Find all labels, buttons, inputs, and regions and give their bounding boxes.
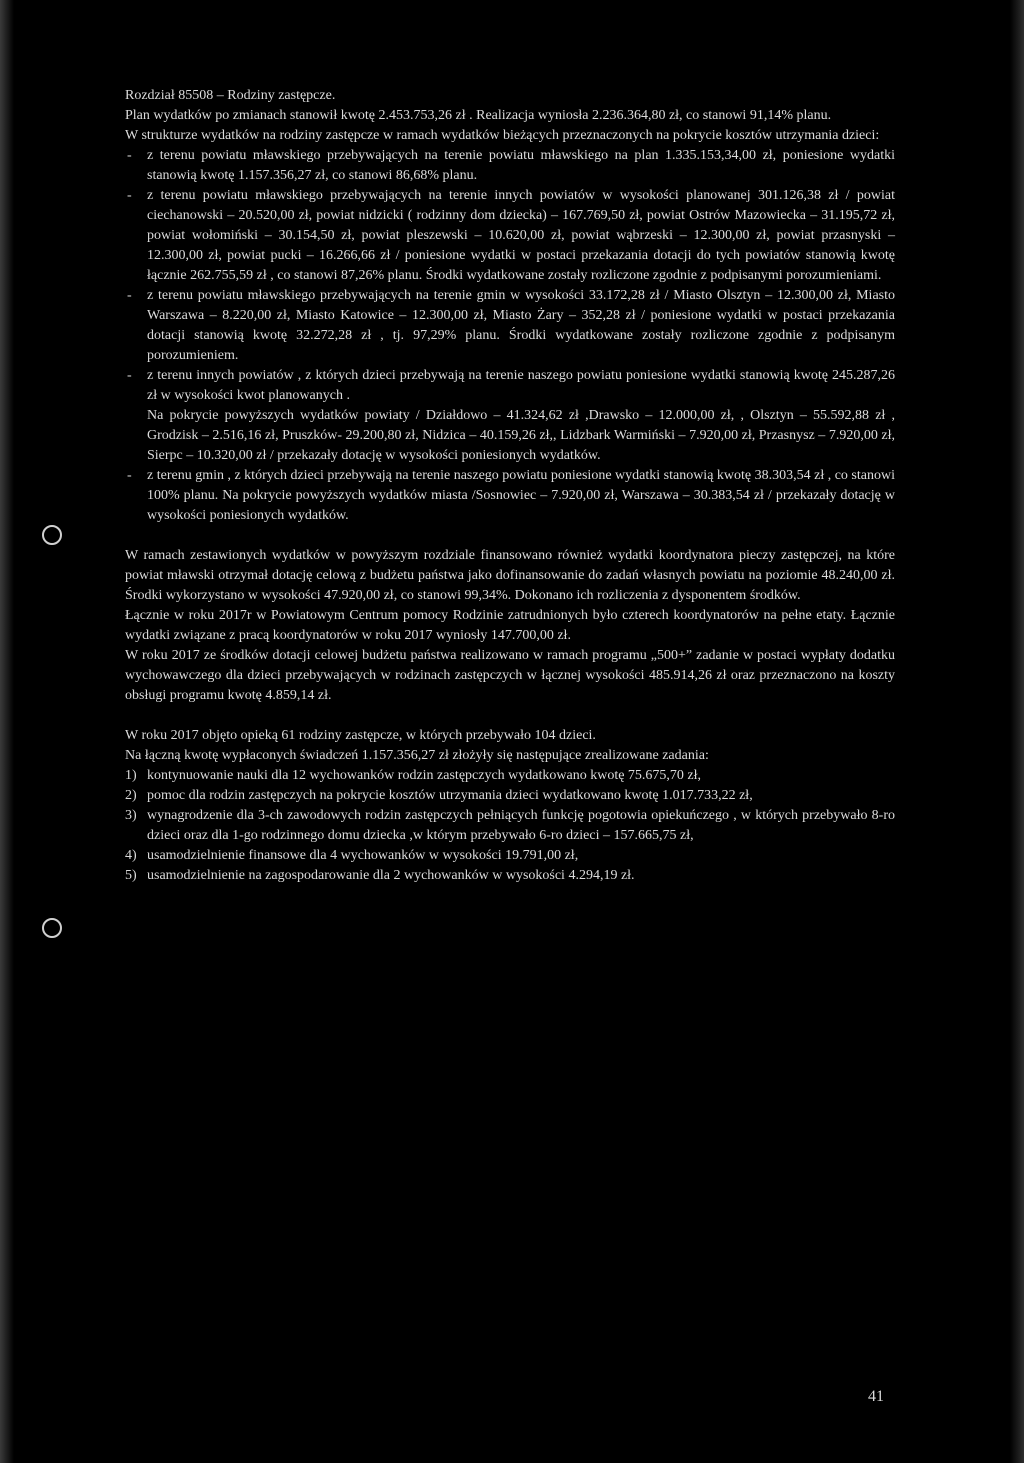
task-list [125, 766, 895, 886]
coordinator-paragraph: W ramach zestawionych wydatków w powyższym rozdziale finansowano również wydatki koordynatora pieczy zastępczej, na które powiat mławski otrzymał dotację celową z budżetu państwa jako dofinansowanie do zadań własnych powiatu na poziomie 48.240,00 zł. Środki wykorzystano w wysokości 47.920,00 zł, co stanowi 99,34%. Dokonano ich rozliczenia z dysponentem środków. [125, 548, 895, 603]
expense-item-text: z terenu powiatu mławskiego przebywających na terenie powiatu mławskiego na plan 1.335.153,34,00 zł, poniesione wydatki stanowią kwotę 1.157.356,27 zł, co stanowi 86,68% planu. [147, 148, 895, 183]
task-item [125, 786, 895, 806]
task-text: pomoc dla rodzin zastępczych na pokrycie kosztów utrzymania dzieci wydatkowano kwotę 1.017.733,22 zł, [147, 788, 753, 803]
plan-summary: Plan wydatków po zmianach stanowił kwotę 2.453.753,26 zł . Realizacja wyniosła 2.236.364,80 zł, co stanowi 91,14% planu. [125, 108, 832, 123]
task-number: 2) [125, 788, 137, 803]
document-body [125, 86, 895, 886]
expense-item [125, 466, 895, 526]
task-text: wynagrodzenie dla 3-ch zawodowych rodzin zastępczych pełniących funkcję pogotowia opiekuńczego , w których przebywało 8-ro dzieci oraz dla 1-go rodzinnego domu dziecka ,w którym przebywało 6-ro dzieci – 157.665,75 zł, [147, 808, 895, 843]
section-heading: Rozdział 85508 – Rodziny zastępcze. [125, 88, 336, 103]
expense-item [125, 366, 895, 466]
task-number: 5) [125, 868, 137, 883]
task-item [125, 846, 895, 866]
expense-item-text: z terenu gmin , z których dzieci przebywają na terenie naszego powiatu poniesione wydatki stanowią kwotę 38.303,54 zł , co stanowi 100% planu. Na pokrycie powyższych wydatków miasta /Sosnowiec – 7.920,00 zł, Warszawa – 30.383,54 zł / przekazały dotację w wysokości poniesionych wydatków. [147, 468, 895, 523]
coordinator-paragraph: Łącznie w roku 2017r w Powiatowym Centrum pomocy Rodzinie zatrudnionych było czterech koordynatorów na pełne etaty. Łącznie wydatki związane z pracą koordynatorów w roku 2017 wyniosły 147.700,00 zł. [125, 608, 895, 643]
structure-intro: W strukturze wydatków na rodziny zastępcze w ramach wydatków bieżących przeznaczonych na pokrycie kosztów utrzymania dzieci: [125, 128, 880, 143]
expense-item [125, 286, 895, 366]
expense-item-text: z terenu innych powiatów , z których dzieci przebywają na terenie naszego powiatu poniesione wydatki stanowią kwotę 245.287,26 zł w wysokości kwot planowanych . [147, 368, 895, 403]
task-text: usamodzielnienie finansowe dla 4 wychowanków w wysokości 19.791,00 zł, [147, 848, 579, 863]
expense-item-subtext: Na pokrycie powyższych wydatków powiaty / Działdowo – 41.324,62 zł ,Drawsko – 12.000,00 zł, , Olsztyn – 55.592,88 zł , Grodzisk – 2.516,16 zł, Pruszków- 29.200,80 zł, Nidzica – 40.159,26 zł,, Lidzbark Warmiński – 7.920,00 zł, Przasnysz – 7.920,00 zł, Sierpc – 10.320,00 zł / przekazały dotację w wysokości poniesionych wydatków. [147, 408, 895, 463]
scan-edge-left [0, 0, 40, 1463]
expense-item-text: z terenu powiatu mławskiego przebywających na terenie gmin w wysokości 33.172,28 zł / Miasto Olsztyn – 12.300,00 zł, Miasto Warszawa – 8.220,00 zł, Miasto Katowice – 12.300,00 zł, Miasto Żary – 352,28 zł / poniesione wydatki w postaci przekazania dotacji stanowią kwotę 32.272,28 zł , tj. 97,29% planu. Środki wydatkowane zostały rozliczone zgodnie z podpisanym porozumieniem. [147, 288, 895, 363]
punch-hole-bottom [42, 918, 62, 938]
task-text: kontynuowanie nauki dla 12 wychowanków rodzin zastępczych wydatkowano kwotę 75.675,70 zł, [147, 768, 702, 783]
scan-edge-right [984, 0, 1024, 1463]
expense-item [125, 146, 895, 186]
tasks-intro: Na łączną kwotę wypłaconych świadczeń 1.157.356,27 zł złożyły się następujące zrealizowane zadania: [125, 748, 709, 763]
punch-hole-top [42, 525, 62, 545]
task-text: usamodzielnienie na zagospodarowanie dla 2 wychowanków w wysokości 4.294,19 zł. [147, 868, 635, 883]
expense-item [125, 186, 895, 286]
task-item [125, 766, 895, 786]
task-number: 3) [125, 808, 137, 823]
task-item [125, 866, 895, 886]
task-item [125, 806, 895, 846]
expense-list [125, 146, 895, 526]
care-summary: W roku 2017 objęto opieką 61 rodziny zastępcze, w których przebywało 104 dzieci. [125, 728, 596, 743]
program-500-paragraph: W roku 2017 ze środków dotacji celowej budżetu państwa realizowano w ramach programu „500+” zadanie w postaci wypłaty dodatku wychowawczego dla dzieci przebywających w rodzinach zastępczych w łącznej wysokości 485.914,26 zł oraz przeznaczono na koszty obsługi programu kwotę 4.859,14 zł. [125, 648, 895, 703]
task-number: 1) [125, 768, 137, 783]
task-number: 4) [125, 848, 137, 863]
page-number: 41 [868, 1388, 884, 1405]
expense-item-text: z terenu powiatu mławskiego przebywających na terenie innych powiatów w wysokości planowanej 301.126,38 zł / powiat ciechanowski – 20.520,00 zł, powiat nidzicki ( rodzinny dom dziecka) – 167.769,50 zł, powiat Ostrów Mazowiecka – 31.195,72 zł, powiat wołomiński – 30.154,50 zł, powiat pleszewski – 10.620,00 zł, powiat wąbrzeski – 12.300,00 zł, powiat przasnyski – 12.300,00 zł, powiat pucki – 16.266,66 zł / poniesione wydatki w postaci przekazania dotacji do tych powiatów stanowią kwotę łącznie 262.755,59 zł , co stanowi 87,26% planu. Środki wydatkowane zostały rozliczone zgodnie z podpisanymi porozumieniami. [147, 188, 895, 283]
